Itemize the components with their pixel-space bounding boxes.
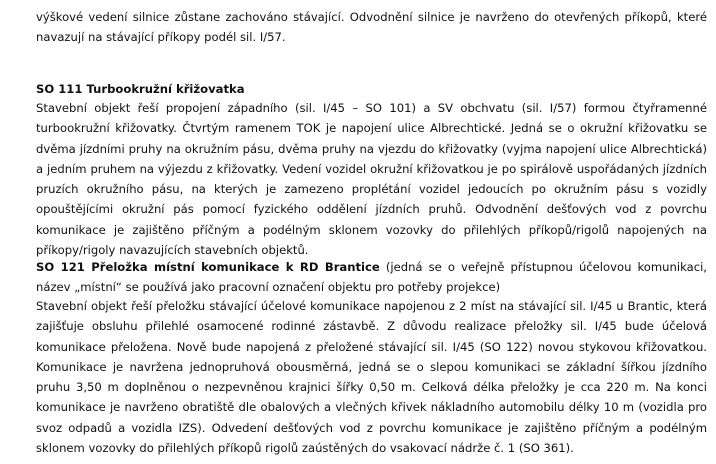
intro-paragraph: výškové vedení silnice zůstane zachováno stávající. Odvodnění silnice je navrženo do otevřených příkopů, které navazují na stávající příkopy podél sil. I/57. <box>36 10 707 45</box>
section-body-so111: Stavební objekt řeší propojení západního (sil. I/45 – SO 101) a SV obchvatu (sil. I/57) formou čtyřramenné turbookružní křižovatky. Čtvrtým ramenem TOK je napojení ulice Albrechtické. Jedná se o okružní křižovatku se dvěma jízdními pruhy na okružním pásu, dvěma pruhy na vjezdu do křižovatky (vyjma napojení ulice Albrechtická) a jedním pruhem na výjezdu z křižovatky. Vedení vozidel okružní křižovatkou je po spirálově uspořádaných jízdních pruzích okružního pásu, na kterých je zamezeno proplétání vozidel jedoucích po okružním pásu s vozidly opouštějícími okružní pás pomocí fyzického oddělení jízdních pruhů. Odvodnění dešťových vod z povrchu komunikace je zajištěno příčným a podélným sklonem vozovky do přilehlých příkopů/rigolů napojených na příkopy/rigoly navazujících stavebních objektů. <box>36 101 707 258</box>
section-heading-block-so121 <box>36 257 707 298</box>
section-body-so121: Stavební objekt řeší přeložku stávající účelové komunikace napojenou z 2 míst na stávající sil. I/45 u Brantic, která zajišťuje obsluhu přilehlé osamocené rodinné zástavbě. Z důvodu realizace přeložky sil. I/45 bude účelová komunikace přeložena. Nově bude napojená z přeložené stávající sil. I/45 (SO 122) novou stykovou křižovatkou. Komunikace je navržena jednopruhová obousměrná, jedná se o slepou komunikaci se základní šířkou jízdního pruhu 3,50 m doplněnou o nezpevněnou krajnici šířky 0,50 m. Celková délka přeložky je cca 220 m. Na konci komunikace je navrženo obratiště dle obalových a vlečných křivek nákladního automobilu délky 10 m (vozidla pro svoz odpadů a vozidla IZS). Odvedení dešťových vod z povrchu komunikace je zajištěno příčným a podélným sklonem vozovky do přilehlých příkopů rigolů zaústěných do vsakovací nádrže č. 1 (SO 361). <box>36 299 707 456</box>
section-heading-note-so121: (jedná se o veřejně přístupnou účelovou komunikaci, název „místní“ se používá jako pracovní označení objektu pro potřeby projekce) <box>36 260 707 295</box>
section-heading-so111: SO 111 Turbookružní křižovatka <box>36 82 245 96</box>
section-heading-so121: SO 121 Přeložka místní komunikace k RD Brantice <box>36 260 380 274</box>
